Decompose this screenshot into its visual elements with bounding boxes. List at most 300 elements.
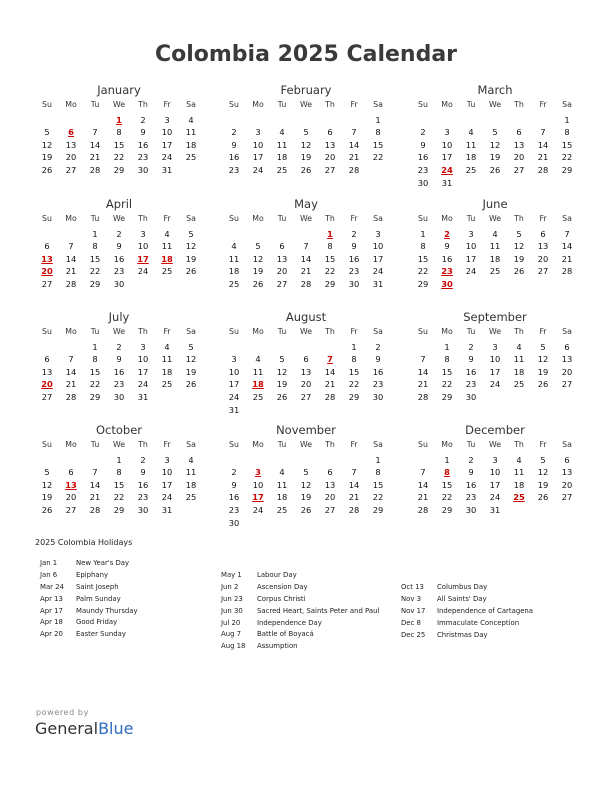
day: 5 bbox=[279, 354, 285, 365]
day: 10 bbox=[161, 127, 173, 138]
day: 16 bbox=[417, 152, 429, 163]
day: 31 bbox=[228, 404, 240, 415]
weekday-header: Fr bbox=[163, 327, 171, 336]
day: 15 bbox=[372, 479, 384, 490]
day: 10 bbox=[372, 241, 384, 252]
day: 5 bbox=[255, 241, 261, 252]
weekday-header: Sa bbox=[373, 327, 383, 336]
holiday-entry bbox=[221, 618, 379, 630]
day: 20 bbox=[561, 366, 573, 377]
day: 12 bbox=[41, 139, 53, 150]
brand-logo bbox=[35, 719, 133, 738]
weekday-header: Th bbox=[138, 214, 148, 223]
weekday-header: We bbox=[299, 327, 313, 336]
month-days-grid bbox=[35, 99, 203, 177]
day: 10 bbox=[441, 139, 453, 150]
weekday-header: Tu bbox=[90, 440, 100, 449]
empty-day bbox=[531, 114, 555, 127]
day: 15 bbox=[324, 253, 336, 264]
month-days-grid bbox=[222, 213, 390, 291]
day: 30 bbox=[417, 177, 429, 188]
day: 29 bbox=[89, 391, 101, 402]
day: 26 bbox=[489, 164, 501, 175]
day: 19 bbox=[41, 152, 53, 163]
page-title: Colombia 2025 Calendar bbox=[154, 42, 458, 67]
day: 8 bbox=[327, 241, 333, 252]
day: 19 bbox=[41, 492, 53, 503]
day: 7 bbox=[92, 467, 98, 478]
weekday-header: Tu bbox=[277, 327, 287, 336]
day: 16 bbox=[113, 253, 125, 264]
day: 3 bbox=[375, 228, 381, 239]
holiday-day: 17 bbox=[252, 492, 264, 503]
weekday-header: Fr bbox=[539, 100, 547, 109]
holiday-name: Good Friday bbox=[76, 618, 118, 627]
day: 16 bbox=[441, 253, 453, 264]
holiday-date: Jul 20 bbox=[221, 618, 241, 627]
weekday-header: Mo bbox=[441, 214, 453, 223]
day: 18 bbox=[276, 492, 288, 503]
month-days-grid bbox=[35, 213, 203, 291]
weekday-header: Tu bbox=[90, 214, 100, 223]
day: 19 bbox=[252, 266, 264, 277]
day: 23 bbox=[417, 164, 429, 175]
weekday-header: We bbox=[112, 327, 126, 336]
month-february bbox=[222, 82, 390, 177]
day: 23 bbox=[465, 379, 477, 390]
holiday-entry bbox=[401, 594, 533, 606]
holiday-day: 1 bbox=[327, 228, 333, 239]
day: 9 bbox=[116, 354, 122, 365]
day: 11 bbox=[465, 139, 477, 150]
empty-day bbox=[35, 114, 59, 127]
holiday-name: Easter Sunday bbox=[76, 630, 126, 639]
day: 29 bbox=[113, 504, 125, 515]
day: 25 bbox=[276, 504, 288, 515]
weekday-header: We bbox=[299, 440, 313, 449]
month-name: October bbox=[95, 423, 143, 437]
day: 21 bbox=[537, 152, 549, 163]
day: 18 bbox=[161, 366, 173, 377]
day: 25 bbox=[161, 266, 173, 277]
weekday-header: Sa bbox=[186, 440, 196, 449]
day: 4 bbox=[516, 454, 522, 465]
day: 27 bbox=[41, 391, 53, 402]
day: 19 bbox=[513, 253, 525, 264]
holiday-entry bbox=[40, 594, 138, 606]
day: 18 bbox=[276, 152, 288, 163]
holiday-list-2 bbox=[221, 570, 379, 653]
day: 22 bbox=[324, 266, 336, 277]
day: 16 bbox=[465, 479, 477, 490]
day: 26 bbox=[252, 278, 264, 289]
weekday-header: Sa bbox=[562, 327, 572, 336]
day: 4 bbox=[279, 127, 285, 138]
month-days-grid bbox=[222, 439, 390, 529]
empty-day bbox=[270, 114, 294, 127]
weekday-header: Fr bbox=[350, 214, 358, 223]
day: 28 bbox=[89, 504, 101, 515]
month-name: March bbox=[477, 83, 513, 97]
holiday-day: 1 bbox=[116, 114, 122, 125]
day: 23 bbox=[348, 266, 360, 277]
day: 15 bbox=[441, 479, 453, 490]
day: 11 bbox=[185, 467, 197, 478]
day: 14 bbox=[324, 366, 336, 377]
empty-day bbox=[294, 454, 318, 467]
day: 12 bbox=[513, 241, 525, 252]
weekday-header: Tu bbox=[277, 214, 287, 223]
weekday-header: We bbox=[488, 214, 502, 223]
day: 5 bbox=[44, 467, 50, 478]
weekday-header: Tu bbox=[466, 214, 476, 223]
weekday-header: We bbox=[488, 440, 502, 449]
day: 29 bbox=[324, 278, 336, 289]
day: 12 bbox=[489, 139, 501, 150]
day: 22 bbox=[441, 492, 453, 503]
day: 29 bbox=[372, 504, 384, 515]
day: 23 bbox=[137, 152, 149, 163]
weekday-header: Mo bbox=[441, 327, 453, 336]
weekday-header: Tu bbox=[277, 440, 287, 449]
month-july bbox=[35, 309, 203, 404]
day: 27 bbox=[65, 164, 77, 175]
holiday-entry bbox=[40, 617, 138, 629]
month-days-grid bbox=[35, 326, 203, 404]
day: 20 bbox=[537, 253, 549, 264]
day: 29 bbox=[417, 278, 429, 289]
holiday-entry bbox=[40, 606, 138, 618]
day: 29 bbox=[441, 504, 453, 515]
day: 22 bbox=[441, 379, 453, 390]
empty-day bbox=[318, 454, 342, 467]
day: 7 bbox=[420, 467, 426, 478]
day: 7 bbox=[420, 354, 426, 365]
day: 30 bbox=[113, 391, 125, 402]
day: 12 bbox=[41, 479, 53, 490]
day: 27 bbox=[561, 492, 573, 503]
day: 21 bbox=[348, 152, 360, 163]
day: 28 bbox=[417, 504, 429, 515]
day: 19 bbox=[300, 152, 312, 163]
day: 12 bbox=[185, 354, 197, 365]
brand-name-part1: General bbox=[35, 719, 99, 738]
day: 11 bbox=[513, 354, 525, 365]
day: 3 bbox=[492, 454, 498, 465]
day: 31 bbox=[161, 164, 173, 175]
holiday-name: Corpus Christi bbox=[257, 594, 306, 603]
day: 19 bbox=[185, 253, 197, 264]
weekday-header: We bbox=[488, 327, 502, 336]
day: 25 bbox=[513, 379, 525, 390]
day: 9 bbox=[116, 241, 122, 252]
day: 31 bbox=[372, 278, 384, 289]
day: 19 bbox=[537, 479, 549, 490]
day: 6 bbox=[279, 241, 285, 252]
holiday-entry bbox=[401, 606, 533, 618]
month-october bbox=[35, 422, 203, 517]
weekday-header: Fr bbox=[350, 327, 358, 336]
day: 8 bbox=[351, 354, 357, 365]
day: 26 bbox=[300, 504, 312, 515]
day: 15 bbox=[441, 366, 453, 377]
weekday-header: Th bbox=[138, 327, 148, 336]
empty-day bbox=[246, 114, 270, 127]
day: 10 bbox=[161, 467, 173, 478]
day: 23 bbox=[228, 504, 240, 515]
holiday-date: May 1 bbox=[221, 571, 242, 579]
day: 4 bbox=[188, 454, 194, 465]
day: 25 bbox=[465, 164, 477, 175]
day: 1 bbox=[444, 454, 450, 465]
weekday-header: Fr bbox=[539, 327, 547, 336]
day: 30 bbox=[137, 164, 149, 175]
holiday-name: Independence of Cartagena bbox=[437, 606, 534, 615]
weekday-header: Fr bbox=[163, 440, 171, 449]
holiday-date: Jun 23 bbox=[221, 594, 243, 603]
holiday-day: 13 bbox=[65, 479, 77, 490]
holiday-name: Saint Joseph bbox=[76, 582, 119, 591]
weekday-header: Fr bbox=[350, 440, 358, 449]
holiday-date: Mar 24 bbox=[40, 582, 64, 591]
holiday-entry bbox=[40, 558, 138, 570]
day: 3 bbox=[231, 354, 237, 365]
day: 5 bbox=[540, 454, 546, 465]
day: 11 bbox=[489, 241, 501, 252]
weekday-header: Su bbox=[229, 214, 239, 223]
day: 26 bbox=[276, 391, 288, 402]
weekday-header: Su bbox=[418, 100, 428, 109]
day: 25 bbox=[489, 266, 501, 277]
holiday-name: Immaculate Conception bbox=[437, 618, 520, 627]
day: 9 bbox=[140, 467, 146, 478]
weekday-header: Tu bbox=[90, 100, 100, 109]
day: 10 bbox=[252, 479, 264, 490]
day: 7 bbox=[351, 127, 357, 138]
day: 10 bbox=[228, 366, 240, 377]
holiday-day: 30 bbox=[441, 278, 453, 289]
empty-day bbox=[246, 228, 270, 241]
day: 17 bbox=[489, 366, 501, 377]
day: 23 bbox=[137, 492, 149, 503]
day: 19 bbox=[489, 152, 501, 163]
day: 14 bbox=[89, 479, 101, 490]
day: 24 bbox=[228, 391, 240, 402]
empty-day bbox=[83, 454, 107, 467]
day: 15 bbox=[372, 139, 384, 150]
day: 11 bbox=[252, 366, 264, 377]
day: 28 bbox=[348, 504, 360, 515]
weekday-header: Th bbox=[325, 214, 335, 223]
day: 21 bbox=[65, 266, 77, 277]
weekday-header: Su bbox=[229, 100, 239, 109]
holiday-entry bbox=[40, 570, 138, 582]
weekday-header: Su bbox=[229, 440, 239, 449]
day: 16 bbox=[372, 366, 384, 377]
holiday-day: 18 bbox=[252, 379, 264, 390]
day: 14 bbox=[417, 366, 429, 377]
day: 6 bbox=[303, 354, 309, 365]
brand-name-part2: Blue bbox=[98, 719, 134, 738]
empty-day bbox=[59, 114, 83, 127]
month-name: December bbox=[465, 423, 525, 437]
weekday-header: Th bbox=[514, 327, 524, 336]
day: 11 bbox=[161, 354, 173, 365]
empty-day bbox=[35, 228, 59, 241]
day: 28 bbox=[300, 278, 312, 289]
month-name: May bbox=[294, 197, 318, 211]
holiday-day: 2 bbox=[444, 228, 450, 239]
day: 30 bbox=[348, 278, 360, 289]
month-name: February bbox=[280, 83, 332, 97]
day: 24 bbox=[137, 266, 149, 277]
day: 24 bbox=[252, 164, 264, 175]
holiday-entry bbox=[401, 618, 533, 630]
empty-day bbox=[222, 454, 246, 467]
weekday-header: Mo bbox=[65, 214, 77, 223]
weekday-header: Su bbox=[418, 214, 428, 223]
day: 11 bbox=[228, 253, 240, 264]
holiday-date: Apr 20 bbox=[40, 630, 63, 639]
day: 6 bbox=[327, 127, 333, 138]
day: 30 bbox=[228, 517, 240, 528]
day: 1 bbox=[444, 341, 450, 352]
holiday-entry bbox=[401, 582, 533, 594]
holiday-entry bbox=[221, 570, 379, 582]
holiday-date: Jan 1 bbox=[40, 559, 58, 567]
empty-day bbox=[459, 114, 483, 127]
day: 5 bbox=[188, 228, 194, 239]
day: 19 bbox=[276, 379, 288, 390]
day: 22 bbox=[372, 152, 384, 163]
empty-day bbox=[270, 341, 294, 354]
holiday-list-3 bbox=[401, 582, 533, 641]
holiday-name: Assumption bbox=[257, 642, 298, 651]
holiday-date: Jan 6 bbox=[40, 570, 58, 579]
day: 16 bbox=[348, 253, 360, 264]
day: 17 bbox=[161, 479, 173, 490]
weekday-header: Th bbox=[514, 440, 524, 449]
empty-day bbox=[222, 228, 246, 241]
weekday-header: Sa bbox=[562, 214, 572, 223]
day: 25 bbox=[276, 164, 288, 175]
day: 3 bbox=[140, 228, 146, 239]
day: 24 bbox=[137, 379, 149, 390]
day: 15 bbox=[561, 139, 573, 150]
weekday-header: Tu bbox=[466, 440, 476, 449]
month-september bbox=[411, 309, 579, 404]
day: 6 bbox=[564, 454, 570, 465]
empty-day bbox=[35, 341, 59, 354]
holiday-date: Oct 13 bbox=[401, 583, 424, 591]
day: 8 bbox=[375, 127, 381, 138]
day: 1 bbox=[351, 341, 357, 352]
day: 22 bbox=[89, 379, 101, 390]
month-name: April bbox=[105, 197, 133, 211]
day: 8 bbox=[444, 354, 450, 365]
weekday-header: Mo bbox=[65, 440, 77, 449]
holiday-name: Sacred Heart, Saints Peter and Paul bbox=[257, 606, 380, 615]
empty-day bbox=[318, 114, 342, 127]
empty-day bbox=[270, 454, 294, 467]
weekday-header: Sa bbox=[186, 100, 196, 109]
weekday-header: Fr bbox=[539, 440, 547, 449]
day: 27 bbox=[324, 504, 336, 515]
day: 29 bbox=[348, 391, 360, 402]
day: 29 bbox=[113, 164, 125, 175]
day: 17 bbox=[137, 366, 149, 377]
weekday-header: Mo bbox=[65, 327, 77, 336]
empty-day bbox=[342, 454, 366, 467]
weekday-header: Tu bbox=[90, 327, 100, 336]
weekday-header: Mo bbox=[441, 100, 453, 109]
day: 13 bbox=[513, 139, 525, 150]
day: 21 bbox=[65, 379, 77, 390]
month-days-grid bbox=[411, 326, 579, 404]
day: 7 bbox=[540, 127, 546, 138]
day: 14 bbox=[561, 241, 573, 252]
weekday-header: We bbox=[112, 440, 126, 449]
holiday-day: 20 bbox=[41, 266, 53, 277]
weekday-header: Sa bbox=[186, 327, 196, 336]
holiday-day: 17 bbox=[137, 253, 149, 264]
day: 24 bbox=[372, 266, 384, 277]
holiday-entry bbox=[40, 629, 138, 641]
weekday-header: Su bbox=[229, 327, 239, 336]
day: 13 bbox=[561, 354, 573, 365]
weekday-header: Mo bbox=[252, 327, 264, 336]
weekday-header: Su bbox=[42, 327, 52, 336]
holiday-name: Ascension Day bbox=[257, 582, 308, 591]
day: 23 bbox=[113, 379, 125, 390]
day: 9 bbox=[140, 127, 146, 138]
weekday-header: Sa bbox=[373, 214, 383, 223]
day: 17 bbox=[252, 152, 264, 163]
weekday-header: Sa bbox=[562, 440, 572, 449]
holiday-date: Apr 17 bbox=[40, 606, 63, 615]
day: 15 bbox=[89, 366, 101, 377]
weekday-header: We bbox=[299, 214, 313, 223]
day: 6 bbox=[564, 341, 570, 352]
day: 25 bbox=[185, 492, 197, 503]
day: 17 bbox=[228, 379, 240, 390]
day: 23 bbox=[228, 164, 240, 175]
day: 13 bbox=[41, 366, 53, 377]
day: 23 bbox=[372, 379, 384, 390]
holiday-date: Dec 25 bbox=[401, 630, 426, 639]
month-name: November bbox=[276, 423, 336, 437]
day: 25 bbox=[228, 278, 240, 289]
day: 5 bbox=[188, 341, 194, 352]
empty-day bbox=[270, 228, 294, 241]
day: 6 bbox=[44, 241, 50, 252]
day: 9 bbox=[468, 354, 474, 365]
day: 28 bbox=[65, 278, 77, 289]
day: 9 bbox=[375, 354, 381, 365]
day: 20 bbox=[561, 479, 573, 490]
month-days-grid bbox=[35, 439, 203, 517]
day: 30 bbox=[465, 504, 477, 515]
day: 28 bbox=[324, 391, 336, 402]
day: 5 bbox=[516, 228, 522, 239]
day: 18 bbox=[513, 366, 525, 377]
day: 17 bbox=[489, 479, 501, 490]
holiday-day: 8 bbox=[444, 467, 450, 478]
day: 9 bbox=[420, 139, 426, 150]
day: 2 bbox=[231, 127, 237, 138]
day: 26 bbox=[185, 266, 197, 277]
day: 30 bbox=[113, 278, 125, 289]
